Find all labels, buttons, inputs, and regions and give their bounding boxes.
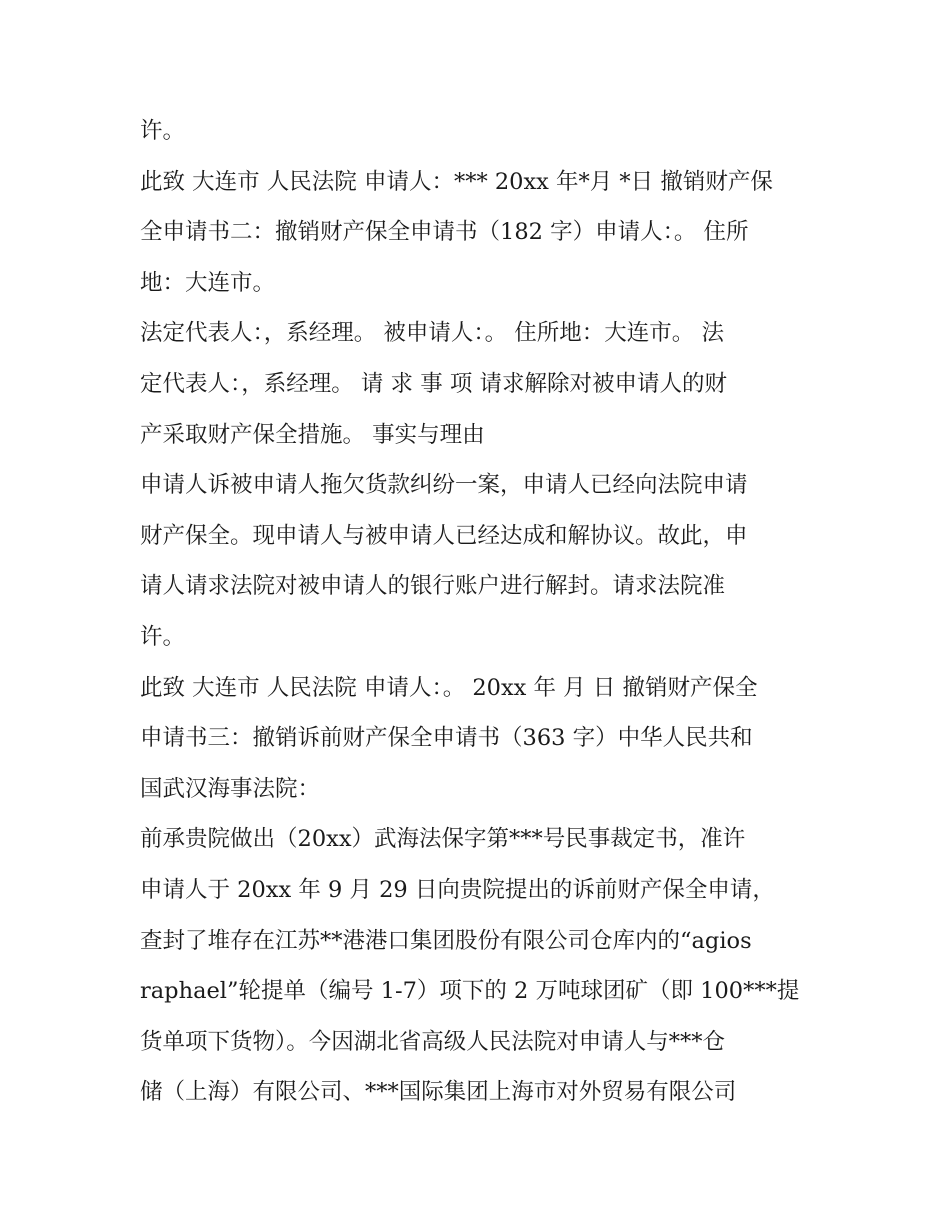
- document-body: [140, 106, 820, 1118]
- text-line: 查封了堆存在江苏**港港口集团股份有限公司仓库内的“agios: [140, 927, 752, 954]
- text-line: 全申请书二：撤销财产保全申请书（182 字）申请人：。 住所: [140, 219, 749, 246]
- text-line: 此致 大连市 人民法院 申请人：*** 20xx 年*月 *日 撤销财产保: [140, 168, 773, 195]
- text-line: 此致 大连市 人民法院 申请人：。 20xx 年 月 日 撤销财产保全: [140, 674, 758, 701]
- text-line: 申请人诉被申请人拖欠货款纠纷一案，申请人已经向法院申请: [140, 472, 748, 499]
- text-line: 货单项下货物）。今因湖北省高级人民法院对申请人与***仓: [140, 1028, 726, 1055]
- text-line: 产采取财产保全措施。 事实与理由: [140, 421, 485, 448]
- text-line: 定代表人：，系经理。 请 求 事 项 请求解除对被申请人的财: [140, 370, 728, 397]
- text-line: 请人请求法院对被申请人的银行账户进行解封。请求法院准: [140, 573, 726, 600]
- text-line: 申请书三：撤销诉前财产保全申请书（363 字）中华人民共和: [140, 725, 753, 752]
- text-line: 地：大连市。: [140, 269, 276, 296]
- text-line: 法定代表人：，系经理。 被申请人：。 住所地：大连市。 法: [140, 320, 724, 347]
- text-line: 国武汉海事法院：: [140, 775, 321, 802]
- text-line: 申请人于 20xx 年 9 月 29 日向贵院提出的诉前财产保全申请，: [140, 876, 775, 903]
- text-line: 财产保全。现申请人与被申请人已经达成和解协议。故此，申: [140, 522, 748, 549]
- text-line: 许。: [140, 623, 186, 650]
- text-line: 储（上海）有限公司、***国际集团上海市对外贸易有限公司: [140, 1079, 737, 1106]
- text-line: raphael”轮提单（编号 1-7）项下的 2 万吨球团矿（即 100***提: [140, 978, 800, 1005]
- text-line: 前承贵院做出（20xx）武海法保字第***号民事裁定书，准许: [140, 826, 746, 853]
- text-line: 许。: [140, 118, 186, 144]
